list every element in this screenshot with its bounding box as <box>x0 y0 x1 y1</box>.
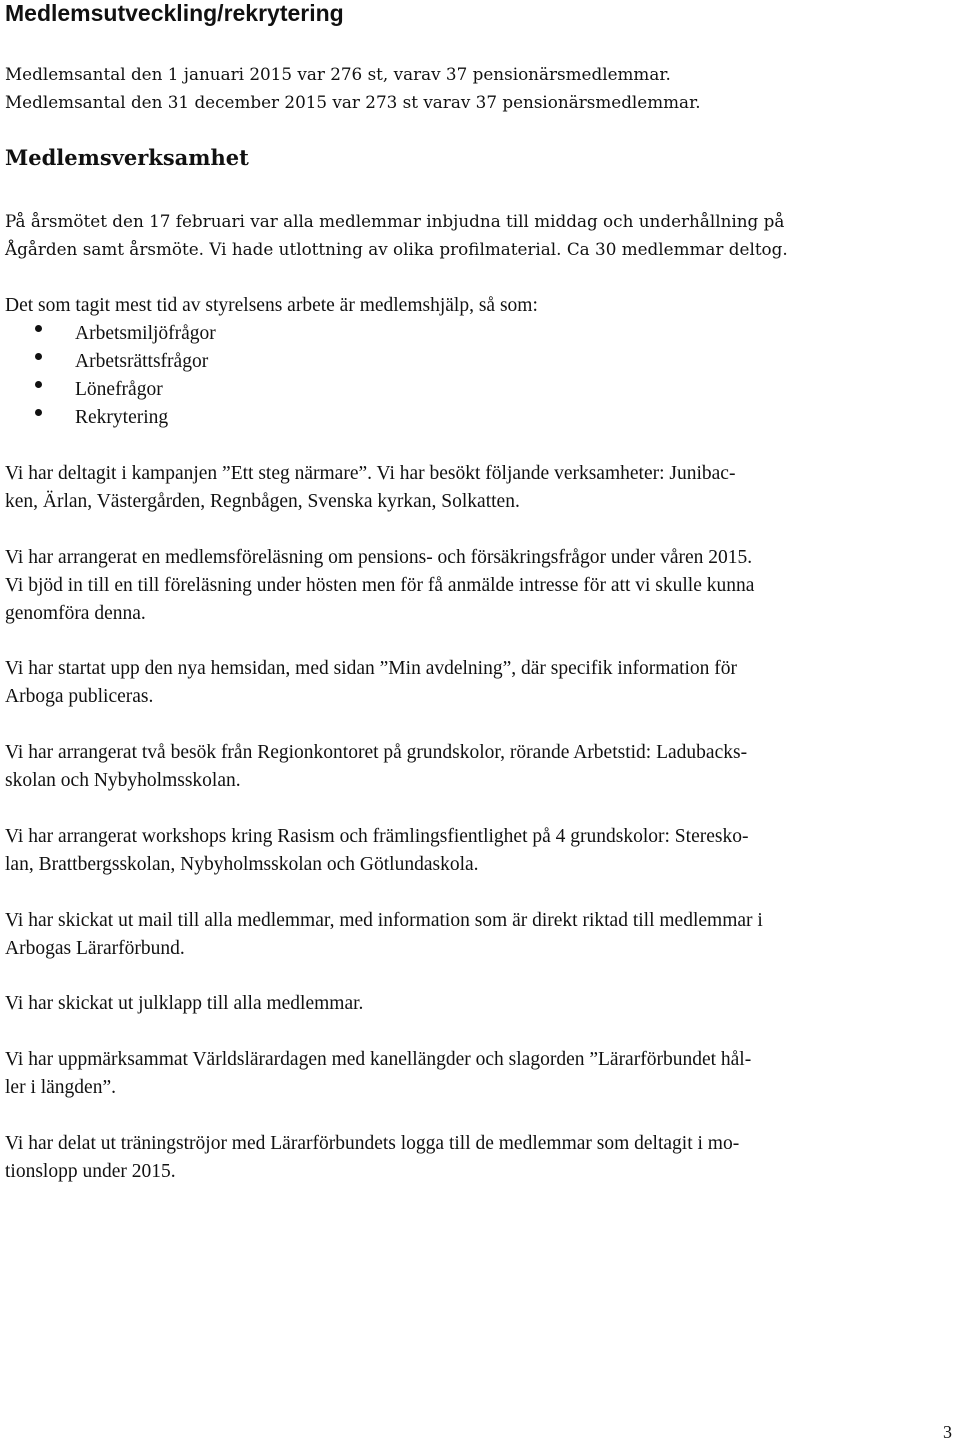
shirts-line-2: tionslopp under 2015. <box>5 1161 176 1182</box>
teachers-day-line-2: ler i längden”. <box>5 1077 116 1098</box>
teachers-day-line-1: Vi har uppmärksammat Världslärardagen med kanellängder och slagorden ”Lärarförbundet hål- <box>5 1049 752 1070</box>
list-item-label: Arbetsmiljöfrågor <box>75 323 216 344</box>
subsection-heading: Medlemsverksamhet <box>5 145 249 170</box>
lecture-line-2: Vi bjöd in till en till föreläsning under hösten men för få anmälde intresse för att vi skulle kunna <box>5 575 755 596</box>
bullet-icon <box>35 325 42 332</box>
page-number: 3 <box>943 1422 952 1442</box>
regional-office-line-2: skolan och Nybyholmsskolan. <box>5 770 241 791</box>
workshops-line-2: lan, Brattbergsskolan, Nybyholmsskolan och Götlundaskola. <box>5 854 479 875</box>
list-item-label: Lönefrågor <box>75 379 163 400</box>
section-heading: Medlemsutveckling/rekrytering <box>5 0 344 26</box>
workshops-line-1: Vi har arrangerat workshops kring Rasism och främlingsfientlighet på 4 grundskolor: Steresko- <box>5 826 749 847</box>
mail-line-2: Arbogas Lärarförbund. <box>5 938 185 959</box>
bullet-icon <box>35 353 42 360</box>
campaign-line-2: ken, Ärlan, Västergården, Regnbågen, Svenska kyrkan, Solkatten. <box>5 491 520 512</box>
annual-meeting-line-2: Ågården samt årsmöte. Vi hade utlottning av olika profilmaterial. Ca 30 medlemmar deltog. <box>5 239 788 259</box>
membership-end: Medlemsantal den 31 december 2015 var 273 st varav 37 pensionärsmedlemmar. <box>5 92 701 112</box>
mail-line-1: Vi har skickat ut mail till alla medlemmar, med information som är direkt riktad till medlemmar i <box>5 910 763 931</box>
website-line-1: Vi har startat upp den nya hemsidan, med sidan ”Min avdelning”, där specifik information för <box>5 658 738 679</box>
bullet-icon <box>35 381 42 388</box>
list-item-label: Arbetsrättsfrågor <box>75 351 209 372</box>
list-item-label: Rekrytering <box>75 407 169 428</box>
shirts-line-1: Vi har delat ut träningströjor med Lärarförbundets logga till de medlemmar som deltagit i mo- <box>5 1133 740 1154</box>
membership-start: Medlemsantal den 1 januari 2015 var 276 st, varav 37 pensionärsmedlemmar. <box>5 64 671 84</box>
christmas-line: Vi har skickat ut julklapp till alla medlemmar. <box>5 993 364 1014</box>
website-line-2: Arboga publiceras. <box>5 686 154 707</box>
board-work-intro: Det som tagit mest tid av styrelsens arbete är medlemshjälp, så som: <box>5 295 538 316</box>
regional-office-line-1: Vi har arrangerat två besök från Regionkontoret på grundskolor, rörande Arbetstid: Ladubacks- <box>5 742 748 763</box>
campaign-line-1: Vi har deltagit i kampanjen ”Ett steg närmare”. Vi har besökt följande verksamheter: Junibac- <box>5 463 736 484</box>
lecture-line-3: genomföra denna. <box>5 603 146 624</box>
bullet-icon <box>35 409 42 416</box>
lecture-line-1: Vi har arrangerat en medlemsföreläsning om pensions- och försäkringsfrågor under våren 2015. <box>5 547 753 568</box>
annual-meeting-line-1: På årsmötet den 17 februari var alla medlemmar inbjudna till middag och underhållning på <box>5 211 785 231</box>
